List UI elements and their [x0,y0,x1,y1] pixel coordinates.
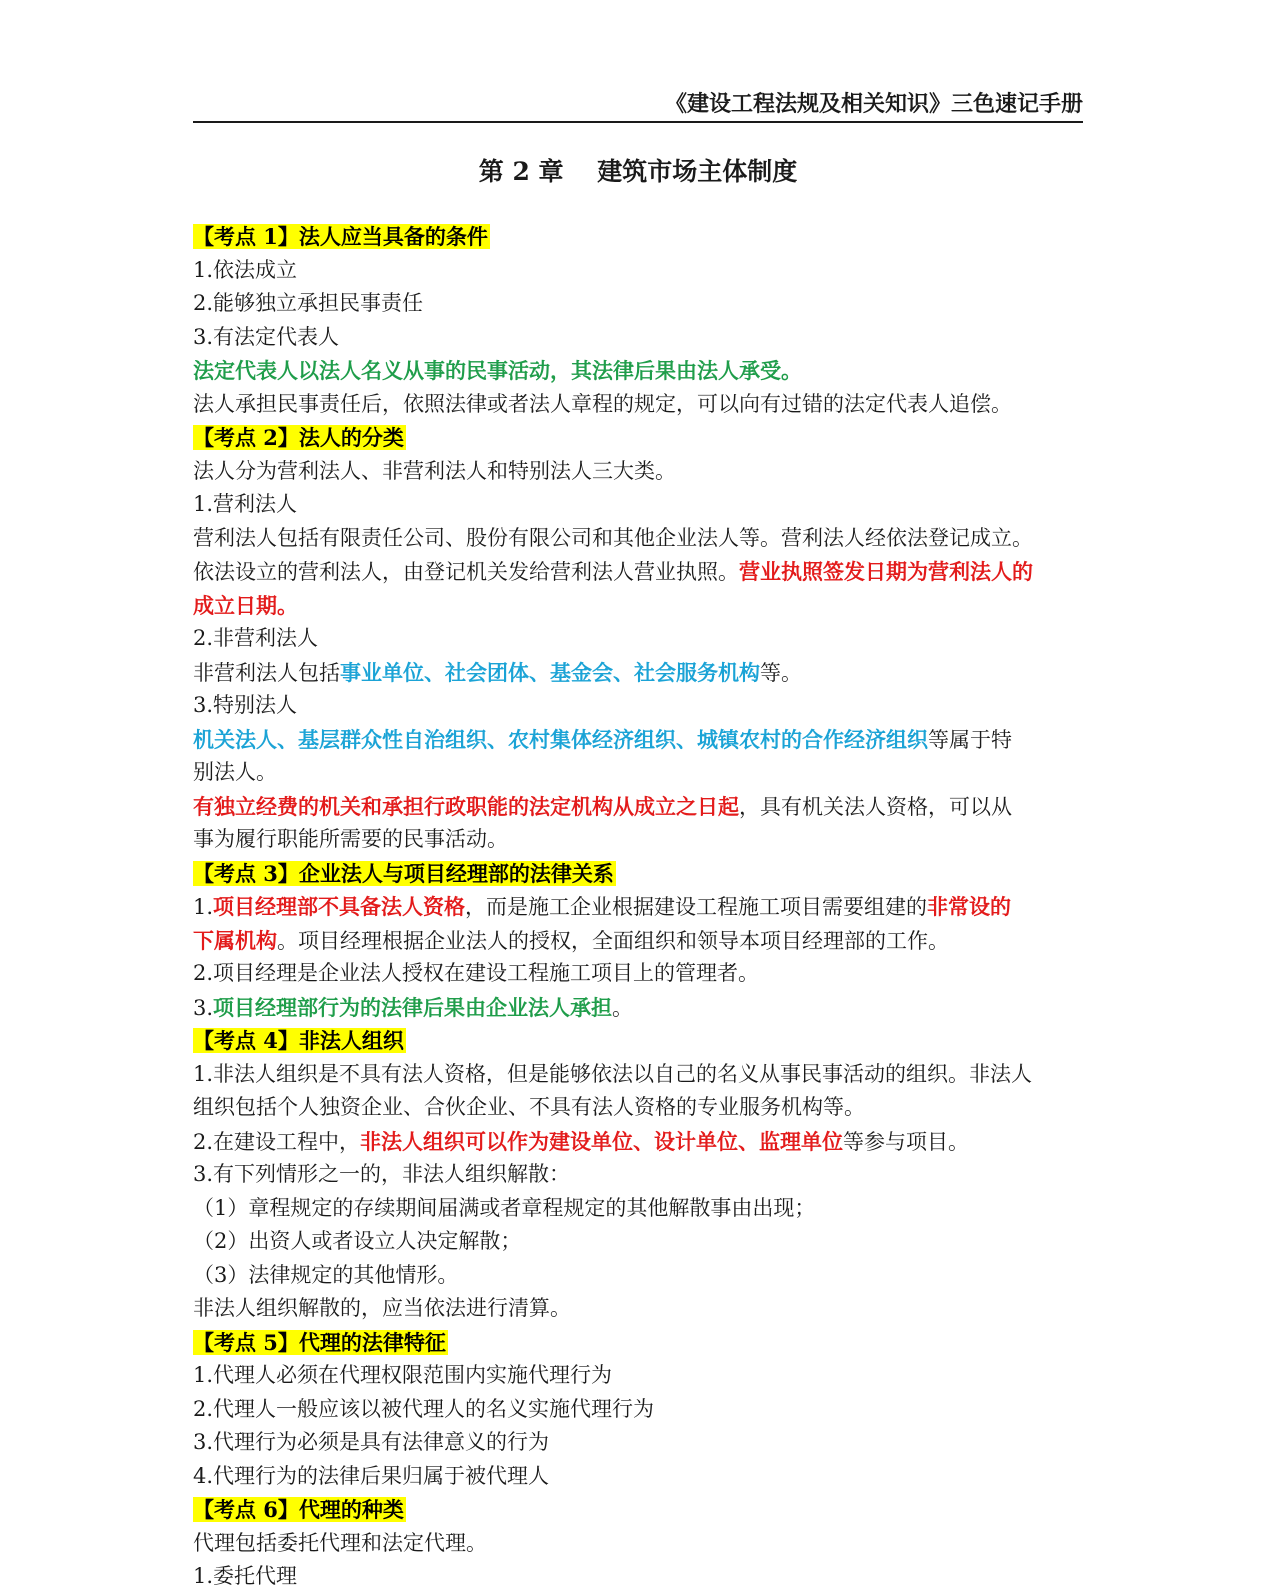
red-emphasis-line: 成立日期。 [193,592,298,618]
paragraph-line: 1.依法成立 [193,257,298,282]
header-divider [193,121,1083,123]
text-run: ，而是施工企业根据建设工程施工项目需要组建的 [465,895,928,919]
paragraph-line [193,555,1083,589]
text-run: 。项目经理根据企业法人的授权，全面组织和领导本项目经理部的工作。 [277,928,949,953]
paragraph-line: 1.代理人必须在代理权限范围内实施代理行为 [193,1363,613,1387]
highlighted-heading: 【考点 4】非法人组织 [193,1028,404,1053]
section-2-heading [193,421,1083,455]
chapter-title: 第 2 章 建筑市场主体制度 [478,157,798,186]
blue-emphasis: 事业单位、社会团体、基金会、社会服务机构 [340,659,760,685]
highlighted-heading: 【考点 5】代理的法律特征 [193,1329,446,1355]
paragraph-line: （2）出资人或者设立人决定解散； [193,1229,522,1253]
blue-emphasis: 机关法人、基层群众性自治组织、农村集体经济组织、城镇农村的合作经济组织 [193,726,928,752]
text-run: 等属于特 [928,727,1012,752]
paragraph-line [193,924,1083,958]
paragraph-line: 法人承担民事责任后，依照法律或者法人章程的规定，可以向有过错的法定代表人追偿。 [193,391,1012,416]
paragraph-line: （1）章程规定的存续期间届满或者章程规定的其他解散事由出现； [193,1195,816,1220]
paragraph-line: 1.委托代理 [193,1564,298,1588]
highlighted-heading: 【考点 6】代理的种类 [193,1497,404,1522]
section-1-heading [193,220,1083,254]
section-6-heading [193,1493,1083,1527]
text-run: 2.在建设工程中， [193,1129,361,1154]
paragraph-line: 2.项目经理是企业法人授权在建设工程施工项目上的管理者。 [193,961,760,985]
text-run: 1. [193,895,214,919]
highlighted-heading: 【考点 3】企业法人与项目经理部的法律关系 [193,860,614,886]
green-emphasis: 项目经理部行为的法律后果由企业法人承担 [213,994,613,1020]
section-4-heading [193,1024,1083,1058]
paragraph-line: 营利法人包括有限责任公司、股份有限公司和其他企业法人等。营利法人经依法登记成立。 [193,525,1033,550]
paragraph-line: 3.有法定代表人 [193,324,340,349]
paragraph-line: 组织包括个人独资企业、合伙企业、不具有法人资格的专业服务机构等。 [193,1095,865,1119]
text-run: 3. [193,995,214,1020]
text-run: 。 [612,995,634,1020]
paragraph-line: 2.代理人一般应该以被代理人的名义实施代理行为 [193,1396,655,1421]
text-run: ，具有机关法人资格，可以从 [739,794,1012,819]
green-emphasis-line: 法定代表人以法人名义从事的民事活动，其法律后果由法人承受。 [193,358,802,383]
paragraph-line: 1.非法人组织是不具有法人资格，但是能够依法以自己的名义从事民事活动的组织。非法人 [193,1061,1033,1086]
paragraph-line: 1.营利法人 [193,492,298,516]
paragraph-line: 2.能够独立承担民事责任 [193,291,424,315]
text-run: 等。 [760,660,802,685]
paragraph-line: 4.代理行为的法律后果归属于被代理人 [193,1463,550,1488]
paragraph-line: 3.特别法人 [193,693,298,717]
paragraph-line [193,790,1083,824]
text-run: 非营利法人包括 [193,660,340,685]
red-emphasis: 非法人组织可以作为建设单位、设计单位、监理单位 [360,1128,844,1154]
document-body [193,220,1083,1594]
running-header: 《建设工程法规及相关知识》三色速记手册 [664,91,1083,117]
section-3-heading [193,857,1083,891]
paragraph-line: 事为履行职能所需要的民事活动。 [193,827,508,851]
red-emphasis: 营业执照签发日期为营利法人的 [739,559,1033,584]
red-emphasis: 下属机构 [193,927,277,953]
paragraph-line [193,991,1083,1025]
red-emphasis: 非常设的 [927,894,1012,919]
highlighted-heading: 【考点 2】法人的分类 [193,425,404,450]
paragraph-line: 别法人。 [193,760,277,784]
paragraph-line: 3.有下列情形之一的，非法人组织解散： [193,1162,571,1186]
paragraph-line: 代理包括委托代理和法定代理。 [193,1530,487,1555]
text-run: 依法设立的营利法人，由登记机关发给营利法人营业执照。 [193,560,739,584]
paragraph-line [193,1125,1083,1159]
paragraph-line [193,656,1083,690]
red-emphasis: 项目经理部不具备法人资格 [213,894,466,919]
paragraph-line [193,890,1083,924]
red-emphasis: 有独立经费的机关和承担行政职能的法定机构从成立之日起 [193,793,739,819]
paragraph-line: 法人分为营利法人、非营利法人和特别法人三大类。 [193,458,676,483]
paragraph-line: 2.非营利法人 [193,626,319,650]
paragraph-line: 非法人组织解散的，应当依法进行清算。 [193,1296,571,1320]
paragraph-line: （3）法律规定的其他情形。 [193,1262,459,1287]
paragraph-line [193,723,1083,757]
paragraph-line: 3.代理行为必须是具有法律意义的行为 [193,1430,550,1454]
highlighted-heading: 【考点 1】法人应当具备的条件 [193,224,488,249]
section-5-heading [193,1326,1083,1360]
text-run: 等参与项目。 [843,1129,970,1154]
